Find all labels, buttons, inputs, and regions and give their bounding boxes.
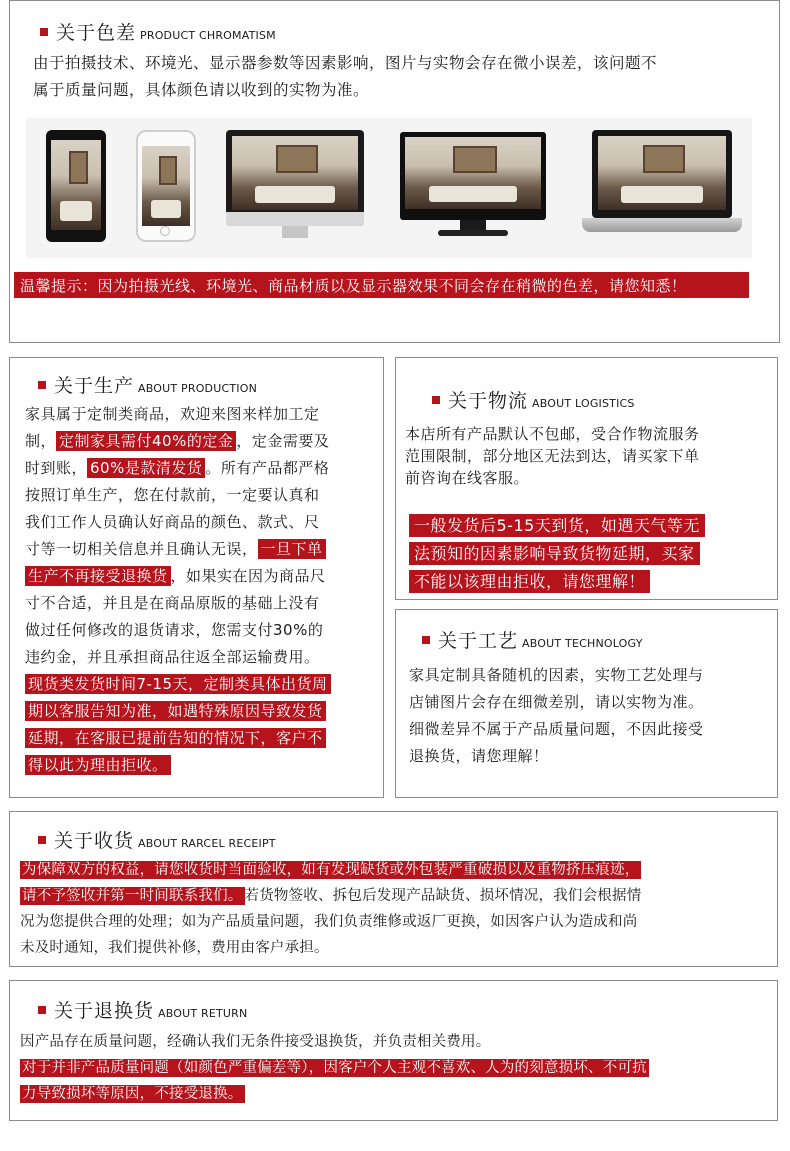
bullet-square-icon — [422, 636, 430, 644]
text-line — [20, 1081, 649, 1107]
returns-text — [20, 1029, 649, 1107]
text-line — [20, 857, 641, 883]
production-title-en: ABOUT PRODUCTION — [138, 382, 258, 395]
production-heading — [38, 371, 257, 398]
text-line: 由于拍摄技术、环境光、显示器参数等因素影响，图片与实物会存在微小误差，该问题不 — [33, 54, 658, 72]
chromatism-title-cn: 关于色差 — [56, 22, 137, 44]
text-line: 按照订单生产，您在付款前，一定要认真和 — [25, 486, 320, 504]
phone-white-icon — [136, 130, 196, 242]
warning-text: 温馨提示：因为拍摄光线、环境光、商品材质以及显示器效果不同会存在稍微的色差，请您知悉！ — [20, 276, 687, 295]
balance-highlight: 60%是款清发货 — [87, 458, 205, 478]
monitor-icon — [400, 132, 546, 240]
text-line: 退换货，请您理解！ — [409, 747, 549, 765]
technology-title-cn: 关于工艺 — [438, 630, 519, 652]
delivery-highlight: 一般发货后5-15天到货，如遇天气等无 — [409, 514, 705, 537]
no-return-highlight: 对于并非产品质量问题（如颜色严重偏差等），因客户个人主观不喜欢、人为的刻意损坏、不可抗 — [22, 1060, 647, 1076]
no-return-highlight: 一旦下单 — [258, 539, 326, 559]
text-line — [409, 512, 705, 540]
text-line — [25, 698, 331, 725]
returns-title-en: ABOUT RETURN — [158, 1007, 248, 1020]
text-line: 寸等一切相关信息并且确认无误， 一旦下单 — [25, 536, 331, 563]
shipping-time-highlight: 现货类发货时间7-15天，定制类具体出货周 — [25, 674, 331, 694]
text-line: 请不予签收并第一时间联系我们。 若货物签收、拆包后发现产品缺货、损坏情况，我们会根据情 — [22, 888, 642, 904]
text-line: 店铺图片会存在细微差别，请以实物为准。 — [409, 693, 704, 711]
deposit-highlight: 定制家具需付40%的定金 — [56, 431, 236, 451]
text-line — [20, 1055, 649, 1081]
technology-text — [409, 662, 704, 770]
production-title-cn: 关于生产 — [54, 375, 135, 397]
device-comparison-image — [26, 118, 752, 258]
inspect-highlight: 请不予签收并第一时间联系我们。 — [22, 888, 243, 904]
delivery-highlight: 不能以该理由拒收，请您理解！ — [409, 570, 650, 593]
logistics-title-en: ABOUT LOGISTICS — [532, 397, 635, 410]
text-line — [25, 671, 331, 698]
returns-title-cn: 关于退换货 — [54, 1000, 155, 1022]
text-line: 未及时通知，我们提供补修，费用由客户承担。 — [20, 940, 329, 956]
text-line — [409, 568, 705, 596]
inspect-highlight: 为保障双方的权益，请您收货时当面验收，如有发现缺货或外包装严重破损以及重物挤压痕迹， — [22, 862, 640, 878]
shipping-time-highlight: 延期，在客服已提前告知的情况下，客户不 — [25, 728, 326, 748]
shipping-time-highlight: 期以客服告知为准，如遇特殊原因导致发货 — [25, 701, 326, 721]
text-line: 生产不再接受退换货 ，如果实在因为商品尺 — [25, 563, 331, 590]
returns-heading — [38, 996, 247, 1023]
text-line: 前咨询在线客服。 — [405, 469, 530, 487]
text-line — [25, 725, 331, 752]
text-line: 况为您提供合理的处理；如为产品质量问题，我们负责维修或返厂更换，如因客户认为造成和尚 — [20, 914, 638, 930]
technology-title-en: ABOUT TECHNOLOGY — [522, 637, 643, 650]
imac-icon — [226, 130, 364, 238]
receipt-title-en: ABOUT RARCEL RECEIPT — [138, 837, 276, 850]
chromatism-text — [33, 50, 657, 104]
receipt-text — [20, 857, 641, 961]
bullet-square-icon — [38, 381, 46, 389]
text-line: 寸不合适，并且是在商品原版的基础上没有 — [25, 594, 320, 612]
text-line: 细微差异不属于产品质量问题，不因此接受 — [409, 720, 704, 738]
shipping-time-highlight: 得以此为理由拒收。 — [25, 755, 171, 775]
no-return-highlight: 生产不再接受退换货 — [25, 566, 171, 586]
receipt-heading — [38, 826, 276, 853]
bullet-square-icon — [432, 396, 440, 404]
text-line: 因产品存在质量问题，经确认我们无条件接受退换货，并负责相关费用。 — [20, 1034, 491, 1050]
technology-heading — [422, 626, 643, 653]
receipt-title-cn: 关于收货 — [54, 830, 135, 852]
chromatism-heading — [40, 18, 276, 45]
laptop-icon — [582, 130, 742, 240]
bullet-square-icon — [40, 28, 48, 36]
chromatism-warning-banner — [14, 272, 749, 298]
text-line: 家具定制具备随机的因素，实物工艺处理与 — [409, 666, 704, 684]
text-line: 时到账， 60%是款清发货 。所有产品都严格 — [25, 459, 330, 477]
logistics-title-cn: 关于物流 — [448, 390, 529, 412]
delivery-highlight: 法预知的因素影响导致货物延期，买家 — [409, 542, 700, 565]
phone-black-icon — [46, 130, 106, 242]
no-return-highlight: 力导致损坏等原因，不接受退换。 — [22, 1086, 243, 1102]
text-line — [409, 540, 705, 568]
text-line: 本店所有产品默认不包邮，受合作物流服务 — [405, 425, 700, 443]
bullet-square-icon — [38, 1006, 46, 1014]
text-line: 违约金，并且承担商品往返全部运输费用。 — [25, 648, 320, 666]
logistics-text — [405, 423, 700, 489]
logistics-warning — [409, 512, 705, 596]
logistics-heading — [432, 386, 635, 413]
production-text — [25, 401, 331, 779]
text-line: 我们工作人员确认好商品的颜色、款式、尺 — [25, 513, 320, 531]
text-line: 制， 定制家具需付40%的定金 ，定金需要及 — [25, 432, 330, 450]
bullet-square-icon — [38, 836, 46, 844]
text-line: 范围限制，部分地区无法到达，请买家下单 — [405, 447, 700, 465]
text-line — [25, 752, 331, 779]
chromatism-title-en: PRODUCT CHROMATISM — [140, 29, 276, 42]
text-line: 做过任何修改的退货请求，您需支付30%的 — [25, 621, 324, 639]
text-line: 属于质量问题，具体颜色请以收到的实物为准。 — [33, 81, 370, 99]
text-line: 家具属于定制类商品，欢迎来图来样加工定 — [25, 405, 320, 423]
